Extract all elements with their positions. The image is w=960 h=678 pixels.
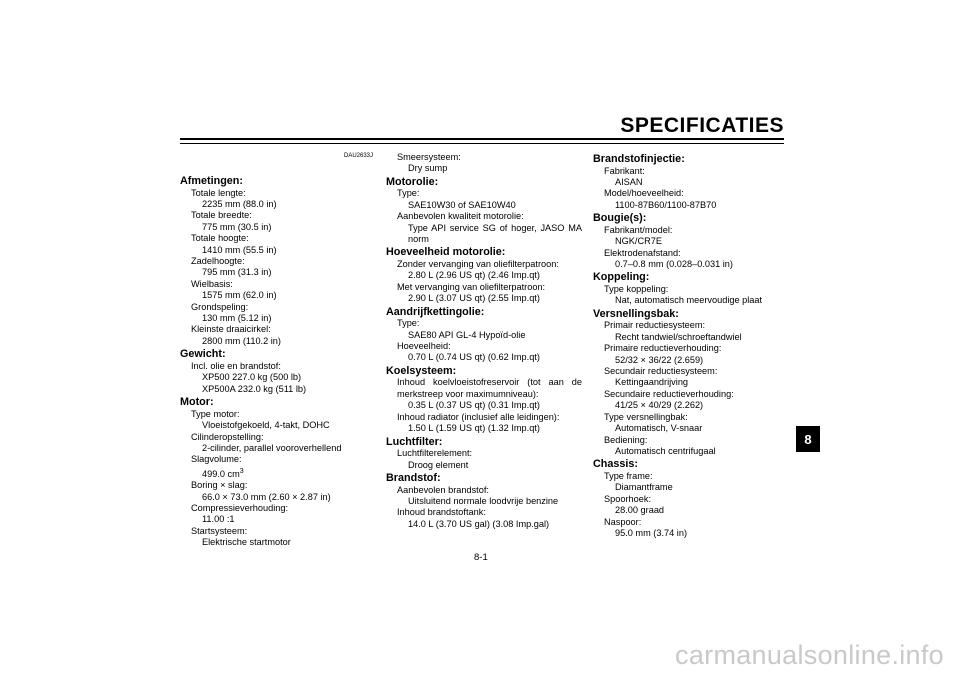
spec-label: Zadelhoogte:: [191, 256, 245, 267]
spec-value: Automatisch, V-snaar: [615, 423, 703, 434]
spec-label: Totale breedte:: [191, 210, 252, 221]
spec-value: SAE10W30 of SAE10W40: [408, 199, 516, 210]
spec-value: 95.0 mm (3.74 in): [615, 527, 687, 538]
spec-label: Kleinste draaicirkel:: [191, 324, 271, 335]
section-heading: Bougie(s):: [593, 212, 647, 225]
spec-value: XP500 227.0 kg (500 lb): [202, 372, 302, 383]
spec-value: XP500A 232.0 kg (511 lb): [202, 383, 307, 394]
spec-value: 2-cilinder, parallel vooroverhellend: [202, 442, 342, 453]
section-heading: Gewicht:: [180, 348, 226, 361]
page-number: 8-1: [474, 552, 488, 563]
spec-value: Nat, automatisch meervoudige plaat: [615, 295, 763, 306]
spec-value: Droog element: [408, 459, 469, 470]
spec-value: 0.7–0.8 mm (0.028–0.031 in): [615, 259, 733, 270]
spec-value: Vloeistofgekoeld, 4-takt, DOHC: [202, 420, 330, 431]
section-heading: Motorolie:: [386, 175, 439, 188]
spec-label: Fabrikant:: [604, 165, 645, 176]
section-heading: Koppeling:: [593, 271, 650, 284]
watermark: carmanualsonline.info: [675, 640, 944, 670]
spec-label: Spoorhoek:: [604, 493, 651, 504]
section-heading: Afmetingen:: [180, 175, 243, 187]
spec-label: Startsysteem:: [191, 525, 248, 536]
spec-label: Type koppeling:: [604, 284, 669, 295]
spec-value: 2235 mm (88.0 in): [202, 199, 277, 209]
spec-label: Model/hoeveelheid:: [604, 188, 684, 199]
spec-label: Cilinderopstelling:: [191, 431, 264, 442]
spec-label: Smeersysteem:: [397, 152, 461, 162]
spec-value: Diamantframe: [615, 482, 673, 493]
spec-value: 2800 mm (110.2 in): [202, 335, 281, 346]
chapter-tab: 8: [796, 426, 820, 452]
spec-value: 0.35 L (0.37 US qt) (0.31 Imp.qt): [408, 400, 540, 411]
spec-label: Inhoud radiator (inclusief alle leidingen):: [397, 411, 560, 422]
spec-value: 66.0 × 73.0 mm (2.60 × 2.87 in): [202, 491, 331, 502]
spec-value: 795 mm (31.3 in): [202, 267, 272, 278]
spec-value: 52/32 × 36/22 (2.659): [615, 354, 704, 365]
spec-label: Type versnellingbak:: [604, 411, 688, 422]
section-heading: Hoeveelheid motorolie:: [386, 246, 506, 259]
section-heading: Luchtfilter:: [386, 435, 443, 448]
section-heading: Aandrijfkettingolie:: [386, 305, 485, 318]
spec-label: Bediening:: [604, 434, 648, 445]
spec-value: 1410 mm (55.5 in): [202, 244, 277, 255]
section-heading: Motor:: [180, 396, 214, 409]
spec-value: 28.00 graad: [615, 505, 665, 516]
title-rule-thick: [180, 138, 784, 140]
spec-value: NGK/CR7E: [615, 236, 662, 247]
spec-value: 11.00 :1: [202, 514, 235, 525]
superscript: 3: [239, 467, 244, 475]
spec-value: 2.90 L (3.07 US qt) (2.55 Imp.qt): [408, 293, 540, 304]
spec-label: Luchtfilterelement:: [397, 448, 473, 459]
spec-label: Wielbasis:: [191, 278, 233, 289]
spec-label: Inhoud koelvloeistofreservoir (tot aan de merkstreep voor maximumniveau):: [397, 377, 582, 399]
spec-value: Uitsluitend normale loodvrije benzine: [408, 495, 559, 506]
spec-column-3: [593, 152, 788, 539]
spec-value: 14.0 L (3.70 US gal) (3.08 Imp.gal): [408, 518, 550, 529]
spec-label: Inhoud brandstoftank:: [397, 507, 486, 518]
spec-label: Totale hoogte:: [191, 233, 249, 244]
spec-value: 130 mm (5.12 in): [202, 313, 272, 324]
spec-label: Secundaire reductieverhouding:: [604, 388, 734, 399]
spec-value: AISAN: [615, 177, 643, 187]
spec-value: Recht tandwiel/schroeftandwiel: [615, 331, 742, 342]
spec-value: Dry sump: [408, 163, 448, 174]
spec-label: Zonder vervanging van oliefilterpatroon:: [397, 259, 559, 270]
title-rule-thin: [180, 143, 784, 144]
spec-label: Primaire reductieverhouding:: [604, 343, 722, 354]
spec-label: Grondspeling:: [191, 301, 249, 312]
spec-label: Totale lengte:: [191, 187, 246, 198]
spec-value: 1575 mm (62.0 in): [202, 290, 277, 301]
spec-value: 41/25 × 40/29 (2.262): [615, 400, 704, 411]
spec-column-1: [180, 174, 375, 549]
spec-label: Type frame:: [604, 470, 653, 481]
spec-label: Naspoor:: [604, 516, 642, 527]
spec-value: Type API service SG of hoger, JASO MA norm: [408, 222, 582, 245]
spec-label: Compressieverhouding:: [191, 503, 289, 513]
spec-value: 0.70 L (0.74 US qt) (0.62 Imp.qt): [408, 352, 540, 363]
spec-value: 1.50 L (1.59 US qt) (1.32 Imp.qt): [408, 423, 540, 434]
spec-value: Elektrische startmotor: [202, 537, 291, 548]
spec-label: Type:: [397, 188, 420, 199]
spec-label: Type:: [397, 318, 420, 329]
spec-label: Primair reductiesysteem:: [604, 320, 706, 331]
section-heading: Brandstofinjectie:: [593, 153, 685, 165]
spec-value: 499.0 $cm^3$: [202, 467, 244, 479]
spec-value: Kettingaandrijving: [615, 377, 689, 388]
section-heading: Brandstof:: [386, 471, 441, 484]
spec-value: 775 mm (30.5 in): [202, 221, 272, 232]
spec-label: Type motor:: [191, 408, 240, 419]
spec-value: 2.80 L (2.96 US qt) (2.46 Imp.qt): [408, 270, 540, 281]
document-code: DAU2633J: [344, 153, 374, 159]
spec-label: Aanbevolen kwaliteit motorolie:: [397, 211, 524, 222]
spec-label: Incl. olie en brandstof:: [191, 360, 281, 371]
spec-label: Elektrodenafstand:: [604, 247, 681, 258]
spec-value: SAE80 API GL-4 Hypoïd-olie: [408, 329, 526, 340]
spec-value: Automatisch centrifugaal: [615, 445, 716, 456]
spec-label: Hoeveelheid:: [397, 341, 451, 352]
section-heading: Chassis:: [593, 458, 639, 471]
section-heading: Versnellingsbak:: [593, 307, 679, 320]
spec-label: Secundair reductiesysteem:: [604, 366, 718, 377]
spec-label: Met vervanging van oliefilterpatroon:: [397, 281, 546, 292]
spec-label: Aanbevolen brandstof:: [397, 484, 489, 495]
section-heading: Koelsysteem:: [386, 364, 457, 377]
spec-label: Boring × slag:: [191, 480, 248, 491]
spec-column-2: [386, 152, 582, 530]
spec-value: 1100-87B60/1100-87B70: [615, 199, 717, 210]
spec-label: Slagvolume:: [191, 454, 242, 465]
page-title: SPECIFICATIES: [620, 114, 784, 137]
spec-label: Fabrikant/model:: [604, 224, 673, 235]
